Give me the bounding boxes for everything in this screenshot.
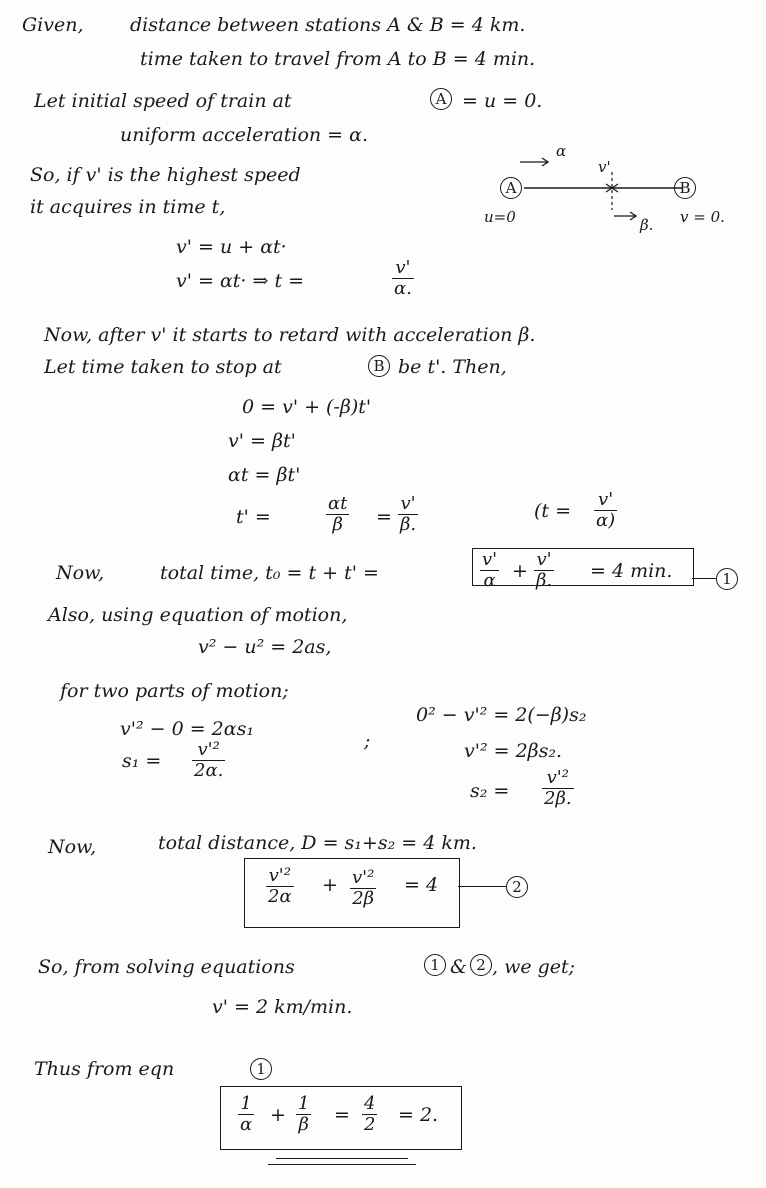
- final-plus: +: [270, 1104, 286, 1126]
- equals-sign: =: [376, 506, 392, 528]
- motion-equation: v² − u² = 2as,: [198, 636, 332, 658]
- diagram-v0: v = 0.: [680, 208, 725, 226]
- solve-text: So, from solving equations: [38, 956, 295, 978]
- final-equals: =: [334, 1104, 350, 1126]
- fraction-v-over-alpha-2: $\frac{v'}{\alpha}$: [482, 549, 498, 591]
- retard-eq4: t' =: [236, 506, 271, 528]
- retard-eq1: 0 = v' + (-β)t': [242, 396, 372, 418]
- initial-speed-tail: = u = 0.: [462, 90, 543, 112]
- tag-connector-2: [458, 886, 506, 887]
- solve-tag-1: 1: [424, 954, 446, 976]
- given-distance: distance between stations A & B = 4 km.: [130, 14, 526, 36]
- solve-text-b: , we get;: [492, 956, 576, 978]
- right-eq3: s₂ =: [470, 780, 510, 802]
- equation-v-u-at: v' = u + αt·: [176, 236, 287, 258]
- solve-amp: &: [450, 956, 467, 978]
- aside-t: (t =: [534, 500, 572, 522]
- retard-line2a: Let time taken to stop at: [44, 356, 282, 378]
- fraction-alpha-t-over-beta: $\frac{\alpha t}{\beta}$: [328, 493, 348, 535]
- final-underline-1: [276, 1158, 408, 1159]
- final-result: = 2.: [398, 1104, 439, 1126]
- equation-tag-2: 2: [506, 876, 528, 898]
- distance-plus: +: [322, 874, 338, 896]
- fraction-v-over-beta: $\frac{v'}{\beta.}$: [400, 493, 417, 535]
- total-distance-text: total distance, D = s₁+s₂ = 4 km.: [158, 832, 477, 854]
- fraction-v2-over-2alpha: $\frac{\text{v'²}}{2\alpha}$: [268, 865, 292, 907]
- final-text: Thus from eqn: [34, 1058, 175, 1080]
- diagram-u0: u=0: [484, 208, 516, 226]
- equation-v-at: v' = αt· ⇒ t =: [176, 270, 305, 292]
- also-text: Also, using equation of motion,: [48, 604, 348, 626]
- diagram-station-a: A: [500, 177, 522, 199]
- fraction-s1: $\frac{\text{v'²}}{2\alpha.}$: [194, 739, 224, 781]
- total-time-result: = 4 min.: [590, 560, 673, 582]
- equation-tag-1: 1: [716, 568, 738, 590]
- separator: ;: [364, 730, 371, 752]
- retard-eq3: αt = βt': [228, 464, 301, 486]
- initial-speed-text: Let initial speed of train at: [34, 90, 292, 112]
- fraction-v-over-beta-2: $\frac{v'}{\beta.}$: [536, 549, 553, 591]
- left-eq1: v'² − 0 = 2αs₁: [120, 718, 254, 740]
- fraction-4-over-2: $\frac{4}{2}$: [364, 1093, 376, 1135]
- retard-eq2: v' = βt': [228, 430, 296, 452]
- fraction-s2: $\frac{\text{v'²}}{2\beta.}$: [544, 767, 572, 809]
- given-time: time taken to travel from A to B = 4 min.: [140, 48, 536, 70]
- station-b-circle: B: [368, 355, 390, 377]
- right-eq1: 0² − v'² = 2(−β)s₂: [416, 704, 587, 726]
- diagram-beta: β.: [640, 216, 654, 234]
- acceleration-text: uniform acceleration = α.: [120, 124, 369, 146]
- final-tag-1: 1: [250, 1058, 272, 1080]
- highest-speed-line2: it acquires in time t,: [30, 196, 226, 218]
- total-time-label: Now,: [56, 562, 105, 584]
- solve-tag-2: 2: [470, 954, 492, 976]
- fraction-v-over-alpha: $\frac{v'}{\alpha.}$: [394, 257, 412, 299]
- solve-result: v' = 2 km/min.: [212, 996, 353, 1018]
- retard-line2b: be t'. Then,: [398, 356, 507, 378]
- two-parts-text: for two parts of motion;: [60, 680, 289, 702]
- fraction-1-over-beta: $\frac{1}{\beta}$: [298, 1093, 310, 1135]
- tag-connector: [692, 578, 716, 579]
- diagram-v-prime: v': [598, 158, 611, 176]
- diagram-alpha: α: [556, 142, 567, 160]
- total-distance-label: Now,: [48, 836, 97, 858]
- diagram-station-b: B: [674, 177, 696, 199]
- right-eq2: v'² = 2βs₂.: [464, 740, 563, 762]
- aside-fraction: $\frac{v'}{\alpha)}$: [596, 489, 616, 531]
- station-a-circle: A: [430, 88, 452, 110]
- highest-speed-line1: So, if v' is the highest speed: [30, 164, 301, 186]
- retard-line1: Now, after v' it starts to retard with acceleration β.: [44, 324, 536, 346]
- final-underline-2: [268, 1164, 416, 1165]
- plus-sign: +: [512, 560, 528, 582]
- given-label: Given,: [22, 14, 84, 36]
- fraction-v2-over-2beta: $\frac{\text{v'²}}{2\beta}$: [352, 867, 375, 909]
- total-time-text: total time, t₀ = t + t' =: [160, 562, 379, 584]
- left-eq2: s₁ =: [122, 750, 162, 772]
- fraction-1-over-alpha: $\frac{1}{\alpha}$: [240, 1093, 253, 1135]
- total-distance-result: = 4: [404, 874, 439, 896]
